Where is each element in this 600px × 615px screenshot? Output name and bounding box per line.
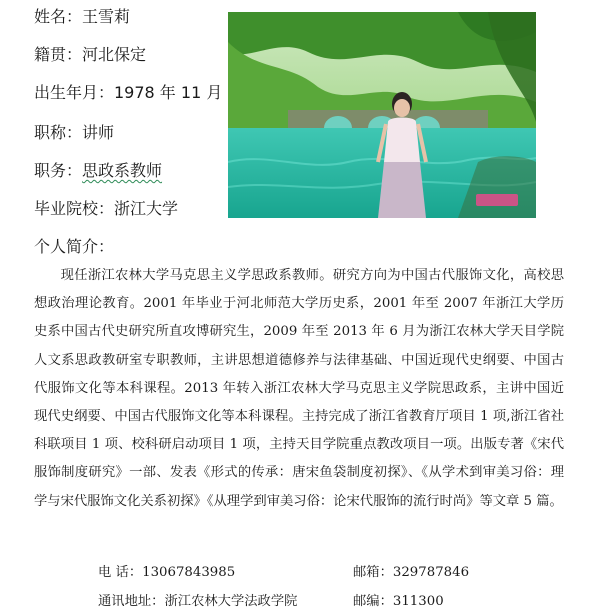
contact-address (98, 590, 297, 609)
info-birth: 出生年月：1978 年 11 月 (34, 83, 223, 102)
address-value: 浙江农林大学法政学院 (164, 594, 298, 609)
contact-postcode (353, 590, 444, 609)
postcode-value: 311300 (392, 594, 444, 609)
intro-body (34, 262, 564, 516)
info-name: 姓名：王雪莉 (34, 7, 131, 26)
intro-paragraph: 现任浙江农林大学马克思主义学思政系教师。研究方向为中国古代服饰文化，高校思想政治理论教育。2001 年毕业于河北师范大学历史系，2001 年至 2007 年浙江大学历史系中国古代史研究所直攻博研究生，2009 年至 2013 年 6 月为浙江农林大学天目学院人文系思政教研室专职教师，主讲思想道德修养与法律基础、中国近现代史纲要、中国古代服饰文化等本科课程。2013 年转入浙江农林大学马克思主义学院思政系，主讲中国近现代史纲要、中国古代服饰文化等本科课程。主持完成了浙江省教育厅项目 1 项,浙江省社科联项目 1 项、校科研启动项目 1 项，主持天目学院重点教改项目一项。出版专著《宋代服饰制度研究》一部、发表《形式的传承：唐宋鱼袋制度初探》、《从学术到审美习俗：理学与宋代服饰文化关系初探》《从理学到审美习俗：论宋代服饰的流行时尚》等文章 5 篇。 (34, 268, 564, 509)
contact-email (353, 561, 469, 580)
email-label: 邮箱： (353, 565, 393, 580)
postcode-label: 邮编： (353, 594, 393, 609)
position-label: 职务： (34, 161, 83, 180)
address-label: 通讯地址： (98, 594, 165, 609)
phone-label: 电 话： (98, 565, 143, 580)
contact-phone (98, 561, 235, 580)
profile-photo (228, 12, 536, 218)
position-value: 思政系教师 (82, 161, 163, 180)
info-position (34, 158, 162, 181)
email-value: 329787846 (392, 565, 470, 580)
info-hometown: 籍贯：河北保定 (34, 45, 147, 64)
intro-heading: 个人简介： (34, 237, 115, 256)
info-school: 毕业院校：浙江大学 (34, 199, 179, 218)
info-title: 职称：讲师 (34, 123, 115, 142)
phone-value: 13067843985 (142, 565, 236, 580)
